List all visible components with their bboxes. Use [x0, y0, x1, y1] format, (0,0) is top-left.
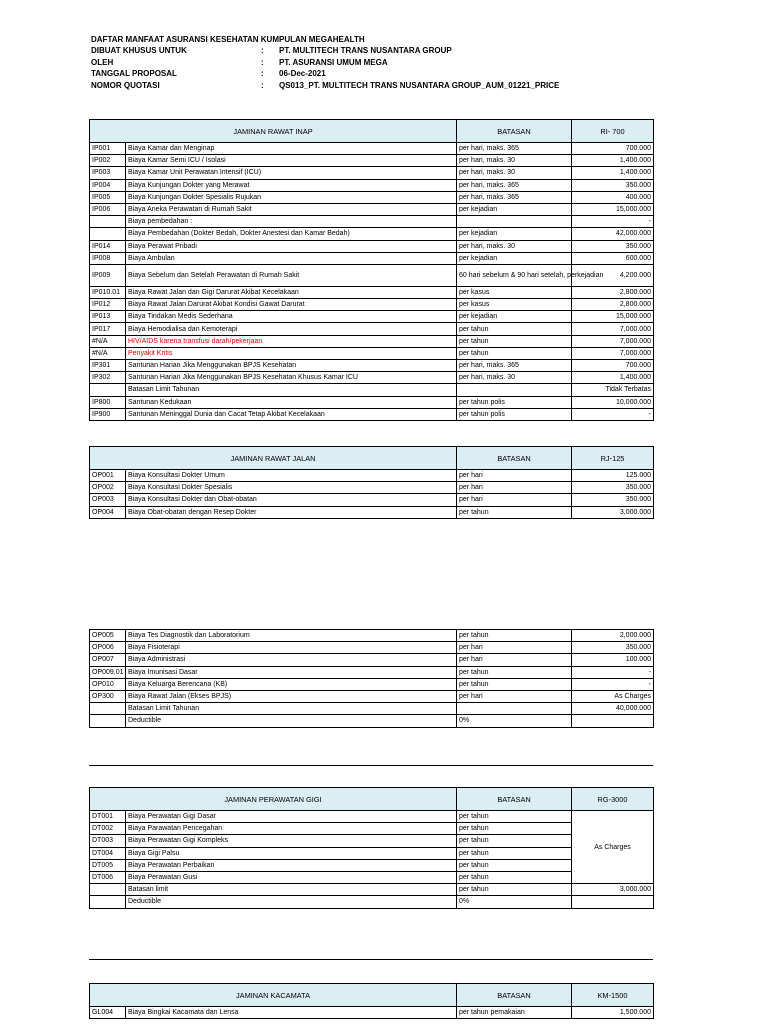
benefit-limit: 125.000: [572, 470, 654, 482]
benefit-batasan: per tahun: [457, 847, 572, 859]
benefit-code: [90, 896, 126, 908]
benefit-name: Biaya Fisioterapi: [126, 642, 457, 654]
benefit-limit: 350.000: [572, 494, 654, 506]
benefit-limit: 42,000.000: [572, 228, 654, 240]
benefit-code: IP008: [90, 252, 126, 264]
benefit-code: OP010: [90, 678, 126, 690]
benefit-name: Deductible: [126, 896, 457, 908]
benefit-code: OP007: [90, 654, 126, 666]
benefit-batasan: per kejadian: [457, 311, 572, 323]
benefit-code: [90, 216, 126, 228]
benefit-limit: 1,400.000: [572, 155, 654, 167]
benefit-code: GL004: [90, 1007, 126, 1019]
benefit-code: IP900: [90, 408, 126, 420]
table-header-row: [90, 120, 654, 143]
benefit-limit: [572, 715, 654, 727]
table-header-title: JAMINAN KACAMATA: [90, 984, 457, 1007]
table-row: [90, 264, 654, 286]
benefit-limit: As Charges: [572, 690, 654, 702]
benefit-name: Biaya Kunjungan Dokter Spesialis Rujukan: [126, 191, 457, 203]
benefit-code: DT004: [90, 847, 126, 859]
table-row: [90, 630, 654, 642]
header-colon: :: [261, 80, 264, 90]
benefit-name: Deductible: [126, 715, 457, 727]
benefit-code: IP006: [90, 203, 126, 215]
header-row: [91, 45, 559, 56]
benefit-batasan: per hari: [457, 494, 572, 506]
benefit-code: [90, 384, 126, 396]
benefit-code: DT002: [90, 823, 126, 835]
benefit-code: DT003: [90, 835, 126, 847]
table-row: [90, 811, 654, 823]
benefit-batasan: per hari, maks. 365: [457, 179, 572, 191]
benefit-code: OP006: [90, 642, 126, 654]
benefit-code: IP012: [90, 299, 126, 311]
benefit-name: Biaya Perawatan Gusi: [126, 871, 457, 883]
benefit-limit: 3,000.000: [572, 506, 654, 518]
table-header-batasan: BATASAN: [457, 984, 572, 1007]
benefit-name: Santunan Kedukaan: [126, 396, 457, 408]
benefit-limit: -: [572, 216, 654, 228]
benefit-batasan: per hari: [457, 654, 572, 666]
table-row: [90, 859, 654, 871]
table-row: [90, 715, 654, 727]
table-row: [90, 228, 654, 240]
table-row: [90, 678, 654, 690]
benefit-batasan: per tahun: [457, 835, 572, 847]
benefit-limit: -: [572, 666, 654, 678]
header-colon: :: [261, 57, 264, 67]
benefit-name: Biaya Ambulan: [126, 252, 457, 264]
benefit-name: Biaya Kunjungan Dokter yang Merawat: [126, 179, 457, 191]
benefit-batasan: per tahun: [457, 859, 572, 871]
benefit-batasan: per tahun: [457, 884, 572, 896]
benefit-name: Biaya pembedahan :: [126, 216, 457, 228]
table-row: [90, 666, 654, 678]
benefit-batasan: 60 hari sebelum & 90 hari setelah, perkejadian: [457, 264, 572, 286]
header-label: OLEH: [91, 57, 114, 67]
benefit-code: OP003: [90, 494, 126, 506]
table-row: [90, 396, 654, 408]
table-header-plan: RI- 700: [572, 120, 654, 143]
benefit-name: Biaya Perawatan Perbaikan: [126, 859, 457, 871]
benefit-name: Biaya Tindakan Medis Sederhana: [126, 311, 457, 323]
benefit-code: [90, 715, 126, 727]
benefit-name: Santunan Harian Jika Menggunakan BPJS Kesehatan Khusus Kamar ICU: [126, 372, 457, 384]
benefit-batasan: [457, 216, 572, 228]
benefit-name: Santunan Meninggal Dunia dan Cacat Tetap Akibat Kecelakaan: [126, 408, 457, 420]
benefit-limit: 600.000: [572, 252, 654, 264]
header-value: 06-Dec-2021: [279, 69, 326, 79]
table-row: [90, 690, 654, 702]
table-row: [90, 835, 654, 847]
benefit-batasan: 0%: [457, 896, 572, 908]
header-value: PT. ASURANSI UMUM MEGA: [279, 57, 388, 67]
table-row: [90, 286, 654, 298]
benefit-code: IP014: [90, 240, 126, 252]
table-row: [90, 167, 654, 179]
benefit-name: Biaya Kamar dan Menginap: [126, 143, 457, 155]
benefit-name: Biaya Pembedahan (Dokter Bedah, Dokter Anestesi dan Kamar Bedah): [126, 228, 457, 240]
benefit-limit: Tidak Terbatas: [572, 384, 654, 396]
benefit-name: Biaya Rawat Jalan dan Gigi Darurat Akibat Kecelakaan: [126, 286, 457, 298]
benefit-limit: 700.000: [572, 143, 654, 155]
table-row: [90, 191, 654, 203]
benefit-batasan: per hari, maks. 365: [457, 360, 572, 372]
benefit-code: OP005: [90, 630, 126, 642]
table-row: [90, 1007, 654, 1019]
benefit-limit: -: [572, 408, 654, 420]
table-row: [90, 896, 654, 908]
benefit-limit: -: [572, 678, 654, 690]
benefit-batasan: per tahun: [457, 666, 572, 678]
benefit-batasan: per tahun: [457, 347, 572, 359]
header-label: DIBUAT KHUSUS UNTUK: [91, 46, 187, 56]
table-header-plan: RJ-125: [572, 447, 654, 470]
benefit-batasan: 0%: [457, 715, 572, 727]
benefit-limit: 7,000.000: [572, 335, 654, 347]
benefit-name: Biaya Kamar Unit Perawatan Intensif (ICU): [126, 167, 457, 179]
benefit-batasan: per hari, maks. 30: [457, 155, 572, 167]
benefit-limit-merged: As Charges: [572, 811, 654, 884]
table-row: [90, 323, 654, 335]
kacamata-table: [89, 983, 654, 1019]
benefit-code: DT001: [90, 811, 126, 823]
benefit-batasan: per hari: [457, 482, 572, 494]
benefit-batasan: per tahun: [457, 678, 572, 690]
table-row: [90, 482, 654, 494]
benefit-code: OP009.01: [90, 666, 126, 678]
benefit-limit: 400.000: [572, 191, 654, 203]
table-row: [90, 654, 654, 666]
rawat-jalan-lanjutan-table: [89, 629, 654, 728]
benefit-code: OP002: [90, 482, 126, 494]
benefit-code: IP010.01: [90, 286, 126, 298]
benefit-code: DT005: [90, 859, 126, 871]
benefit-limit: 40,000.000: [572, 703, 654, 715]
header-colon: :: [261, 69, 264, 79]
table-row: [90, 155, 654, 167]
table-row: [90, 506, 654, 518]
header-value: QS013_PT. MULTITECH TRANS NUSANTARA GROUP_AUM_01221_PRICE: [279, 80, 560, 90]
benefit-limit: 7,000.000: [572, 347, 654, 359]
table-row: [90, 311, 654, 323]
benefit-limit: 15,000.000: [572, 203, 654, 215]
header-row: [91, 68, 559, 79]
benefit-code: IP009: [90, 264, 126, 286]
benefit-code: IP800: [90, 396, 126, 408]
benefit-code: IP003: [90, 167, 126, 179]
benefit-limit: 350.000: [572, 642, 654, 654]
table-row: [90, 642, 654, 654]
benefit-name: Biaya Bingkai Kacamata dan Lensa: [126, 1007, 457, 1019]
section-divider: [89, 765, 653, 766]
perawatan-gigi-table: [89, 787, 654, 909]
benefit-batasan: per tahun: [457, 506, 572, 518]
benefit-batasan: per tahun: [457, 630, 572, 642]
benefit-batasan: per tahun: [457, 823, 572, 835]
table-row: [90, 494, 654, 506]
benefit-batasan: per hari: [457, 470, 572, 482]
table-row: [90, 143, 654, 155]
table-row: [90, 347, 654, 359]
table-row: [90, 408, 654, 420]
table-row: [90, 360, 654, 372]
benefit-limit: 100.000: [572, 654, 654, 666]
benefit-limit: 10,000.000: [572, 396, 654, 408]
benefit-name: Batasan Limit Tahunan: [126, 384, 457, 396]
benefit-limit: 700.000: [572, 360, 654, 372]
benefit-batasan: per tahun: [457, 871, 572, 883]
benefit-name: Biaya Aneka Perawatan di Rumah Sakit: [126, 203, 457, 215]
header-row: [91, 57, 559, 68]
benefit-name: Biaya Konsultasi Dokter dan Obat-obatan: [126, 494, 457, 506]
benefit-batasan: per tahun polis: [457, 408, 572, 420]
section-divider: [89, 959, 653, 960]
benefit-name: Batasan limit: [126, 884, 457, 896]
benefit-code: OP004: [90, 506, 126, 518]
benefit-code: #N/A: [90, 347, 126, 359]
benefit-batasan: per hari, maks. 365: [457, 143, 572, 155]
table-row: [90, 299, 654, 311]
table-row: [90, 847, 654, 859]
benefit-code: OP001: [90, 470, 126, 482]
table-row: [90, 203, 654, 215]
benefit-code: [90, 884, 126, 896]
benefit-code: DT006: [90, 871, 126, 883]
benefit-batasan: [457, 384, 572, 396]
benefit-name: Biaya Konsultasi Dokter Spesialis: [126, 482, 457, 494]
table-row: [90, 240, 654, 252]
benefit-code: IP017: [90, 323, 126, 335]
benefit-name: Biaya Administrasi: [126, 654, 457, 666]
table-row: [90, 703, 654, 715]
benefit-code: IP004: [90, 179, 126, 191]
benefit-batasan: per hari: [457, 642, 572, 654]
header-row: [91, 34, 559, 45]
benefit-name: Biaya Konsultasi Dokter Umum: [126, 470, 457, 482]
benefit-name: Biaya Hemodialisa dan Kemoterapi: [126, 323, 457, 335]
table-header-plan: KM-1500: [572, 984, 654, 1007]
benefit-code: IP001: [90, 143, 126, 155]
document-header: [91, 34, 559, 91]
benefit-code: IP013: [90, 311, 126, 323]
table-row: [90, 384, 654, 396]
benefit-name: Biaya Obat-obatan dengan Resep Dokter: [126, 506, 457, 518]
benefit-code: IP002: [90, 155, 126, 167]
benefit-limit: 350.000: [572, 179, 654, 191]
benefit-name: Penyakit Kritis: [126, 347, 457, 359]
benefit-name: Biaya Tes Diagnostik dan Laboratorium: [126, 630, 457, 642]
benefit-code: [90, 228, 126, 240]
benefit-limit: 350.000: [572, 482, 654, 494]
benefit-limit: 1,500.000: [572, 1007, 654, 1019]
benefit-name: Batasan Limit Tahunan: [126, 703, 457, 715]
benefit-limit: 15,000.000: [572, 311, 654, 323]
benefit-name: Biaya Perawat Pribadi: [126, 240, 457, 252]
table-header-row: [90, 447, 654, 470]
benefit-name: Biaya Keluarga Berencana (KB): [126, 678, 457, 690]
header-colon: :: [261, 46, 264, 56]
benefit-batasan: per kejadian: [457, 252, 572, 264]
benefit-limit: 2,800.000: [572, 286, 654, 298]
benefit-limit: [572, 896, 654, 908]
benefit-name: Santunan Harian Jika Menggunakan BPJS Kesehatan: [126, 360, 457, 372]
table-header-row: [90, 984, 654, 1007]
benefit-limit: 4,200.000: [572, 264, 654, 286]
benefit-batasan: per kasus: [457, 286, 572, 298]
benefit-name: Biaya Imunisasi Dasar: [126, 666, 457, 678]
benefit-batasan: per tahun: [457, 335, 572, 347]
header-label: DAFTAR MANFAAT ASURANSI KESEHATAN KUMPULAN MEGAHEALTH: [91, 35, 365, 44]
benefit-limit: 2,000.000: [572, 630, 654, 642]
benefit-batasan: per kasus: [457, 299, 572, 311]
table-row: [90, 884, 654, 896]
header-value: PT. MULTITECH TRANS NUSANTARA GROUP: [279, 46, 452, 56]
table-row: [90, 335, 654, 347]
benefit-batasan: per kejadian: [457, 203, 572, 215]
rawat-inap-table: [89, 119, 654, 421]
benefit-batasan: per hari, maks. 30: [457, 372, 572, 384]
benefit-name: HIV/AIDS karena transfusi darah/pekerjaan: [126, 335, 457, 347]
benefit-batasan: per hari, maks. 30: [457, 167, 572, 179]
benefit-name: Biaya Perawatan Gigi Kompleks: [126, 835, 457, 847]
benefit-limit: 350.000: [572, 240, 654, 252]
benefit-name: Biaya Sebelum dan Setelah Perawatan di Rumah Sakit: [126, 264, 457, 286]
table-row: [90, 871, 654, 883]
header-label: TANGGAL PROPOSAL: [91, 69, 177, 79]
table-header-row: [90, 788, 654, 811]
table-header-batasan: BATASAN: [457, 120, 572, 143]
benefit-batasan: per kejadian: [457, 228, 572, 240]
table-row: [90, 470, 654, 482]
benefit-code: [90, 703, 126, 715]
table-row: [90, 179, 654, 191]
benefit-limit: 7,000.000: [572, 323, 654, 335]
benefit-batasan: per hari, maks. 365: [457, 191, 572, 203]
header-row: [91, 80, 559, 91]
rawat-jalan-table: [89, 446, 654, 519]
benefit-name: Biaya Perawatan Gigi Dasar: [126, 811, 457, 823]
benefit-limit: 3,000.000: [572, 884, 654, 896]
benefit-name: Biaya Rawat Jalan (Ekses BPJS): [126, 690, 457, 702]
benefit-batasan: per tahun polis: [457, 396, 572, 408]
table-header-batasan: BATASAN: [457, 788, 572, 811]
benefit-batasan: [457, 703, 572, 715]
table-row: [90, 216, 654, 228]
benefit-limit: 2,800.000: [572, 299, 654, 311]
benefit-code: IP005: [90, 191, 126, 203]
table-row: [90, 823, 654, 835]
benefit-limit: 1,400.000: [572, 372, 654, 384]
header-colon: [365, 34, 383, 45]
table-row: [90, 252, 654, 264]
table-header-plan: RG-3000: [572, 788, 654, 811]
benefit-batasan: per tahun: [457, 323, 572, 335]
benefit-name: Biaya Kamar Semi ICU / Isolasi: [126, 155, 457, 167]
benefit-batasan: per tahun: [457, 811, 572, 823]
benefit-code: IP301: [90, 360, 126, 372]
benefit-batasan: per hari, maks. 30: [457, 240, 572, 252]
table-header-title: JAMINAN RAWAT JALAN: [90, 447, 457, 470]
benefit-code: #N/A: [90, 335, 126, 347]
table-row: [90, 372, 654, 384]
benefit-batasan: per tahun pemakaian: [457, 1007, 572, 1019]
benefit-batasan: per hari: [457, 690, 572, 702]
header-label: NOMOR QUOTASI: [91, 80, 160, 90]
benefit-name: Biaya Gigi Palsu: [126, 847, 457, 859]
benefit-name: Biaya Rawat Jalan Darurat Akibat Kondisi Gawat Darurat: [126, 299, 457, 311]
benefit-name: Biaya Parawatan Pencegahan: [126, 823, 457, 835]
benefit-code: IP302: [90, 372, 126, 384]
table-header-title: JAMINAN RAWAT INAP: [90, 120, 457, 143]
benefit-code: OP300: [90, 690, 126, 702]
benefit-limit: 1,400.000: [572, 167, 654, 179]
table-header-batasan: BATASAN: [457, 447, 572, 470]
table-header-title: JAMINAN PERAWATAN GIGI: [90, 788, 457, 811]
